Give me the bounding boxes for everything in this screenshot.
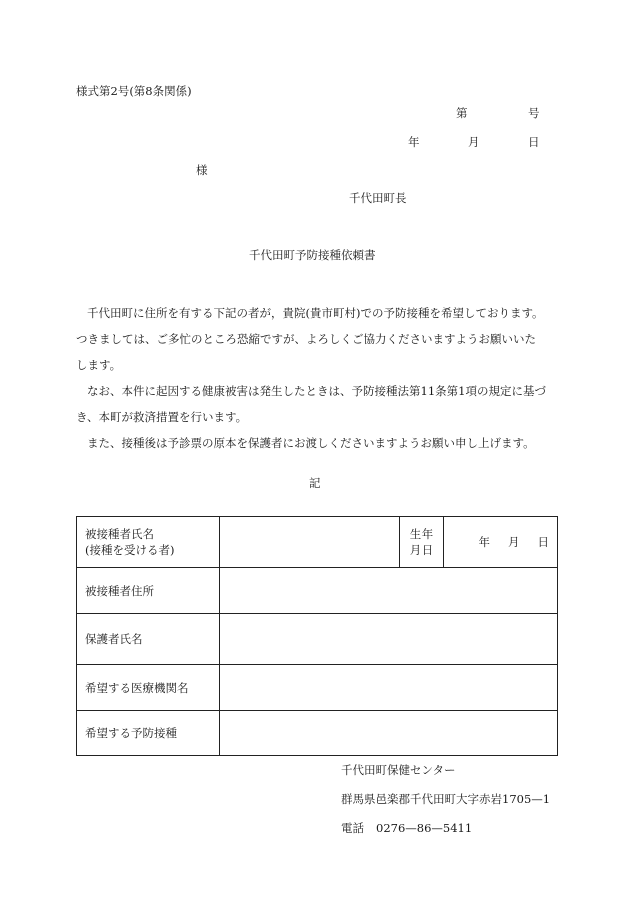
- addressee-suffix: 様: [196, 163, 208, 177]
- date-day-label: 日: [528, 135, 540, 149]
- birth-label-hi: 日: [421, 543, 434, 557]
- birth-label-tsuki: 月: [409, 543, 422, 557]
- patient-name-field[interactable]: [220, 517, 400, 568]
- form-reference: 様式第2号(第8条関係): [76, 84, 192, 98]
- birth-label-nen: 年: [421, 527, 434, 541]
- birth-day-unit: 日: [537, 535, 549, 549]
- note-heading: 記: [309, 476, 321, 490]
- birth-label-sei: 生: [409, 527, 422, 541]
- date-month-label: 月: [468, 135, 480, 149]
- phone-label: 電話: [341, 821, 364, 835]
- paragraph-1-line-3: します。: [76, 358, 122, 372]
- paragraph-1-line-1: 千代田町に住所を有する下記の者が，貴院(貴市町村)での予防接種を希望しております。: [87, 306, 544, 320]
- paragraph-3: また、接種後は予診票の原本を保護者にお渡しくださいますようお願い申し上げます。: [87, 436, 535, 450]
- vaccination-type-label: 希望する予防接種: [77, 711, 220, 756]
- patient-name-label-line1: 被接種者氏名: [85, 527, 154, 541]
- birth-year-unit: 年: [478, 535, 490, 549]
- table-row: [77, 517, 558, 568]
- sender-name: 千代田町長: [349, 191, 407, 205]
- number-suffix: 号: [528, 106, 540, 120]
- body-text: [76, 300, 556, 456]
- table-row: [77, 614, 558, 665]
- number-prefix: 第: [456, 106, 468, 120]
- health-center-name: 千代田町保健センター: [341, 763, 456, 777]
- birthdate-label: [400, 517, 444, 568]
- patient-name-label: [77, 517, 220, 568]
- guardian-name-field[interactable]: [220, 614, 558, 665]
- paragraph-1-line-2: つきましては、ご多忙のところ恐縮ですが、よろしくご協力くださいますようお願いいた: [76, 332, 536, 346]
- patient-address-field[interactable]: [220, 568, 558, 614]
- date-year-label: 年: [408, 135, 420, 149]
- birth-month-unit: 月: [508, 535, 520, 549]
- vaccination-type-field[interactable]: [220, 711, 558, 756]
- request-form-table: [76, 516, 558, 756]
- patient-address-label: 被接種者住所: [77, 568, 220, 614]
- table-row: [77, 568, 558, 614]
- phone-number: 0276—86—5411: [376, 821, 473, 835]
- paragraph-2-line-2: き、本町が救済措置を行います。: [76, 410, 248, 424]
- medical-institution-label: 希望する医療機関名: [77, 665, 220, 711]
- table-row: [77, 711, 558, 756]
- medical-institution-field[interactable]: [220, 665, 558, 711]
- guardian-name-label: 保護者氏名: [77, 614, 220, 665]
- paragraph-2-line-1: なお、本件に起因する健康被害は発生したときは、予防接種法第11条第1項の規定に基づ: [87, 384, 546, 398]
- patient-name-label-line2: (接種を受ける者): [85, 543, 175, 557]
- table-row: [77, 665, 558, 711]
- health-center-address: 群馬県邑楽郡千代田町大字赤岩1705—1: [341, 792, 551, 806]
- document-title: 千代田町予防接種依頼書: [249, 248, 376, 262]
- birthdate-field[interactable]: [444, 517, 558, 568]
